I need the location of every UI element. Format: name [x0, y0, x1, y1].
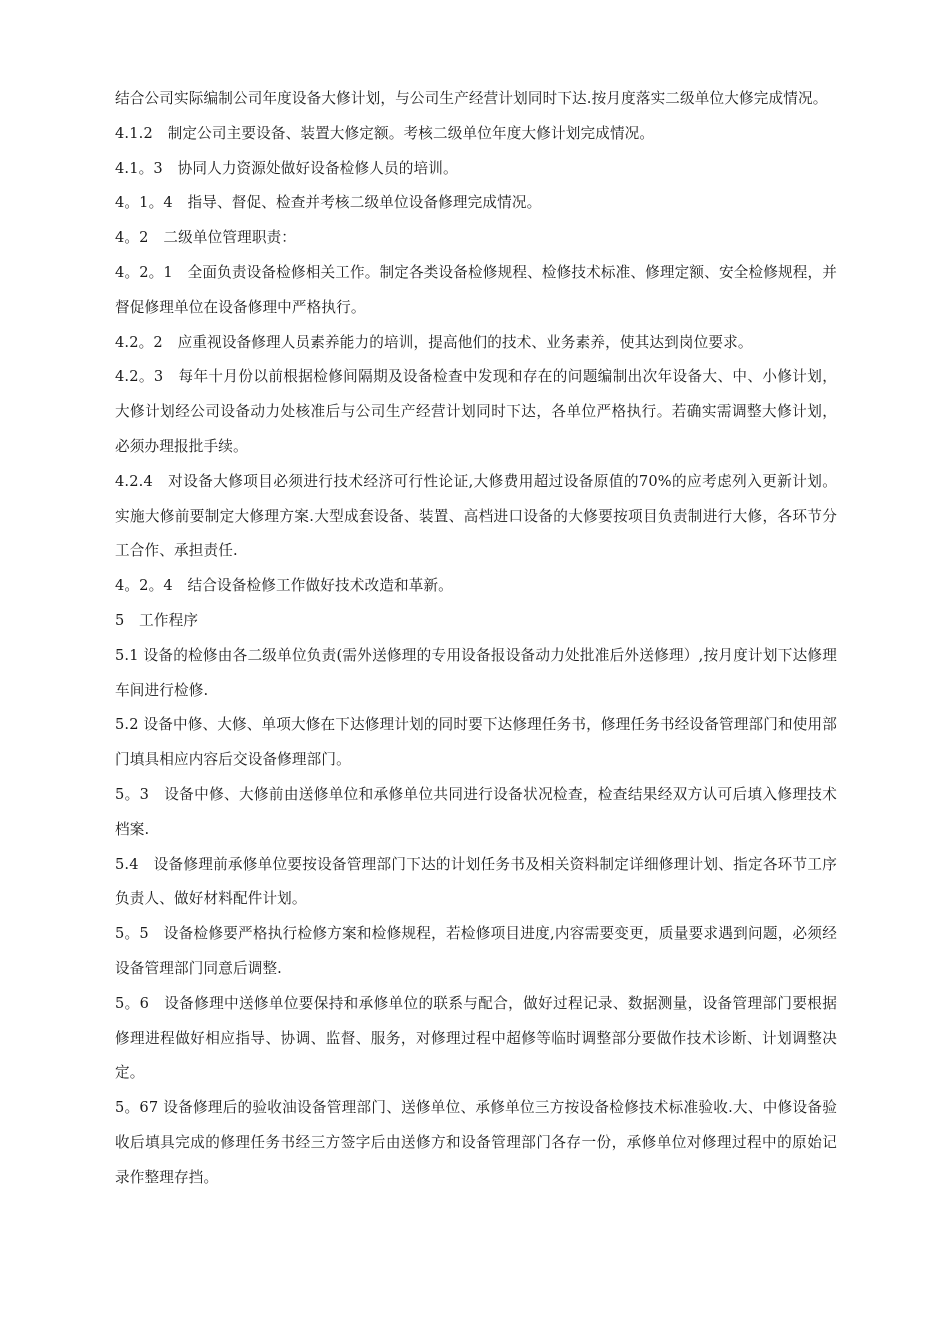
paragraph-5-5: 5。5 设备检修要严格执行检修方案和检修规程，若检修项目进度,内容需要变更，质量要求遇到问题，必须经设备管理部门同意后调整. [115, 925, 837, 977]
paragraph-annual-overhaul-plan: 结合公司实际编制公司年度设备大修计划，与公司生产经营计划同时下达.按月度落实二级单位大修完成情况。 [115, 90, 828, 107]
paragraph-5-4: 5.4 设备修理前承修单位要按设备管理部门下达的计划任务书及相关资料制定详细修理计划、指定各环节工序负责人、做好材料配件计划。 [115, 855, 837, 908]
heading-4-2: 4。2 二级单位管理职责： [115, 229, 297, 247]
paragraph-4-1-3: 4.1。3 协同人力资源处做好设备检修人员的培训。 [115, 159, 458, 177]
paragraph-5-1: 5.1 设备的检修由各二级单位负责(需外送修理的专用设备报设备动力处批准后外送修理）,按月度计划下达修理车间进行检修. [115, 646, 837, 699]
paragraph-4-1-4: 4。1。4 指导、督促、检查并考核二级单位设备修理完成情况。 [115, 194, 542, 212]
paragraph-5-2: 5.2 设备中修、大修、单项大修在下达修理计划的同时要下达修理任务书，修理任务书经设备管理部门和使用部门填具相应内容后交设备修理部门。 [115, 716, 837, 769]
paragraph-4-1-2: 4.1.2 制定公司主要设备、装置大修定额。考核二级单位年度大修计划完成情况。 [115, 124, 655, 142]
paragraph-5-6: 5。6 设备修理中送修单位要保持和承修单位的联系与配合，做好过程记录、数据测量，设备管理部门要根据修理进程做好相应指导、协调、监督、服务，对修理过程中超修等临时调整部分要做作技术诊断、计划调整决定。 [115, 994, 837, 1082]
document-body [115, 82, 837, 1196]
paragraph-5-67: 5。67 设备修理后的验收油设备管理部门、送修单位、承修单位三方按设备检修技术标准验收.大、中修设备验收后填具完成的修理任务书经三方签字后由送修方和设备管理部门各存一份，承修单位对修理过程中的原始记录作整理存挡。 [115, 1099, 837, 1186]
heading-5-work-procedure: 5 工作程序 [115, 611, 199, 629]
paragraph-4-2-3: 4.2。3 每年十月份以前根据检修间隔期及设备检查中发现和存在的问题编制出次年设备大、中、小修计划，大修计划经公司设备动力处核准后与公司生产经营计划同时下达，各单位严格执行。若确实需调整大修计划，必须办理报批手续。 [115, 368, 837, 455]
paragraph-4-2-2: 4.2。2 应重视设备修理人员素养能力的培训，提高他们的技术、业务素养，使其达到岗位要求。 [115, 333, 753, 351]
paragraph-4-2-4-a: 4.2.4 对设备大修项目必须进行技术经济可行性论证,大修费用超过设备原值的70%的应考虑列入更新计划。实施大修前要制定大修理方案.大型成套设备、装置、高档进口设备的大修要按项目负责制进行大修，各环节分工合作、承担责任. [115, 472, 837, 560]
paragraph-4-2-4-b: 4。2。4 结合设备检修工作做好技术改造和革新。 [115, 577, 453, 595]
paragraph-5-3: 5。3 设备中修、大修前由送修单位和承修单位共同进行设备状况检查，检查结果经双方认可后填入修理技术档案. [115, 785, 837, 838]
paragraph-4-2-1: 4。2。1 全面负责设备检修相关工作。制定各类设备检修规程、检修技术标准、修理定额、安全检修规程，并督促修理单位在设备修理中严格执行。 [115, 263, 837, 316]
